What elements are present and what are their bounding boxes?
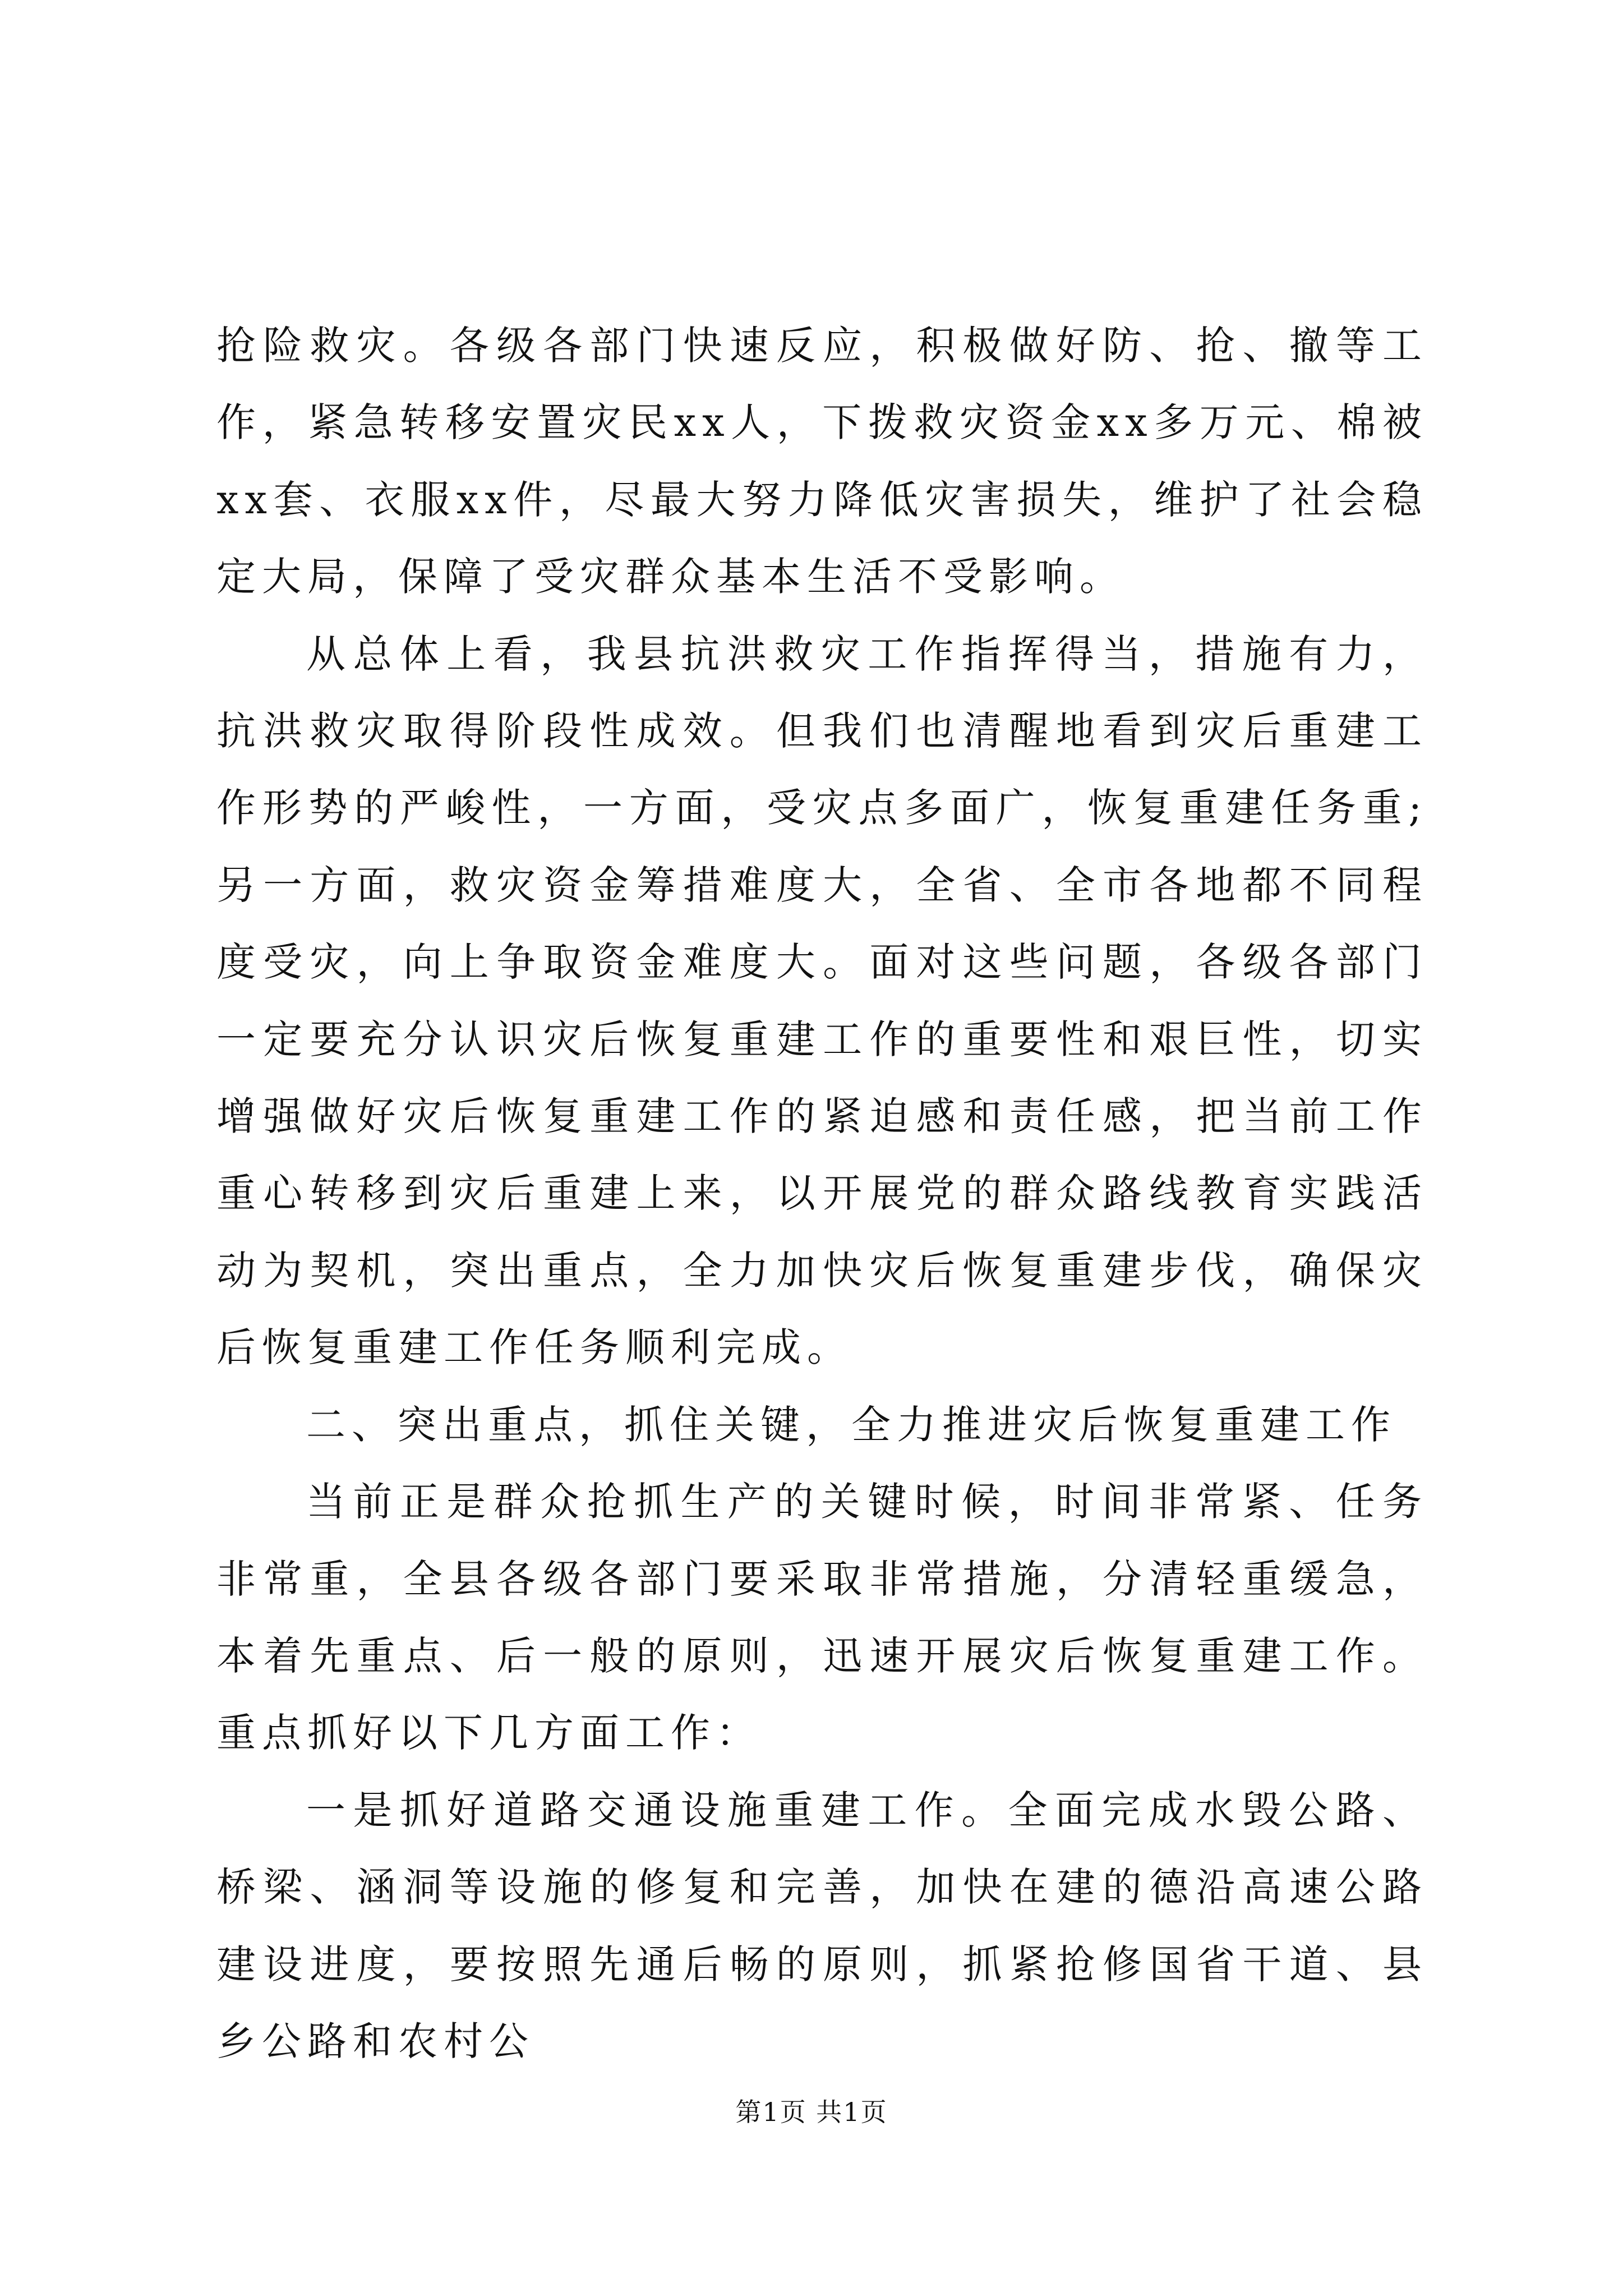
paragraph-4: 一是抓好道路交通设施重建工作。全面完成水毁公路、桥梁、涵洞等设施的修复和完善，加快在建的德沿高速公路建设进度，要按照先通后畅的原则，抓紧抢修国省干道、县乡公路和农村公 bbox=[216, 1787, 1428, 2064]
page-number: 第1页 共1页 bbox=[735, 2097, 888, 2127]
page-footer bbox=[0, 2095, 1623, 2129]
section-heading: 二、突出重点，抓住关键，全力推进灾后恢复重建工作 bbox=[306, 1401, 1396, 1448]
paragraph-3: 当前正是群众抢抓生产的关键时候，时间非常紧、任务非常重，全县各级各部门要采取非常措施，分清轻重缓急，本着先重点、后一般的原则，迅速开展灾后恢复重建工作。重点抓好以下几方面工作： bbox=[216, 1479, 1428, 1756]
paragraph-1: 抢险救灾。各级各部门快速反应，积极做好防、抢、撤等工作，紧急转移安置灾民xx人，下拨救灾资金xx多万元、棉被xx套、衣服xx件，尽最大努力降低灾害损失，维护了社会稳定大局，保障了受灾群众基本生活不受影响。 bbox=[216, 323, 1428, 600]
paragraph-2: 从总体上看，我县抗洪救灾工作指挥得当，措施有力，抗洪救灾取得阶段性成效。但我们也清醒地看到灾后重建工作形势的严峻性，一方面，受灾点多面广，恢复重建任务重;另一方面，救灾资金筹措难度大，全省、全市各地都不同程度受灾，向上争取资金难度大。面对这些问题，各级各部门一定要充分认识灾后恢复重建工作的重要性和艰巨性，切实增强做好灾后恢复重建工作的紧迫感和责任感，把当前工作重心转移到灾后重建上来，以开展党的群众路线教育实践活动为契机，突出重点，全力加快灾后恢复重建步伐，确保灾后恢复重建工作任务顺利完成。 bbox=[216, 631, 1428, 1371]
document-body bbox=[216, 307, 1428, 2080]
